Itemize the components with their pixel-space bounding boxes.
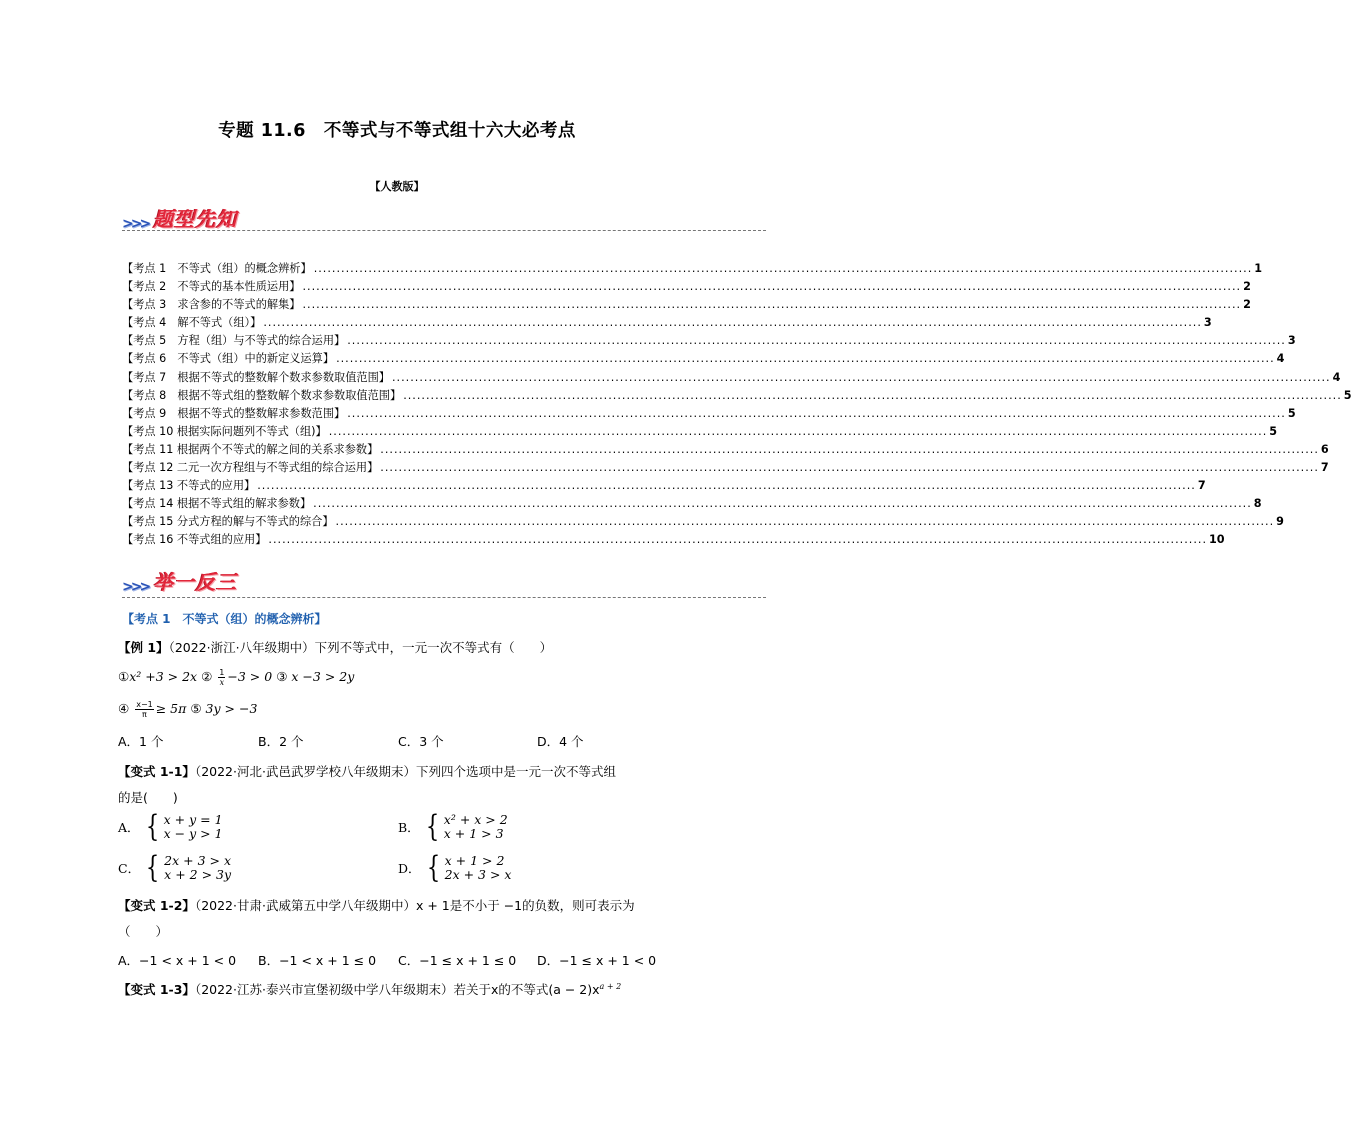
banner-practice (122, 563, 237, 595)
section-heading: 【考点 1 不等式（组）的概念辨析】 (122, 612, 327, 626)
option-b[interactable]: B．−1 < x + 1 ≤ 0 (258, 953, 377, 968)
toc-item[interactable]: 【考点 4 解不等式（组）】 .............................................................................................................................................................................................................. 3 (122, 316, 1212, 330)
variant-1-1-question: 【变式 1-1】（2022·河北·武邑武罗学校八年级期末）下列四个选项中是一元一次不等式组 (118, 764, 616, 779)
divider (122, 597, 766, 598)
fraction: $\frac{x-1}{\pi}$ (136, 700, 153, 719)
variant-1-2-question: 【变式 1-2】（2022·甘肃·武威第五中学八年级期中）x + 1是不小于 −1的负数，则可表示为 (118, 898, 635, 913)
example-1-items-row2: ④ $\frac{x-1}{\pi}$ ≥ 5π ⑤ 3y > −3 (118, 700, 258, 719)
fraction: $\frac{1}{x}$ (219, 668, 225, 687)
option-a[interactable]: A．1 个 (118, 734, 164, 749)
option-b[interactable]: B． { x² + x > 2 x + 1 > 3 (398, 809, 508, 844)
table-of-contents (122, 260, 1352, 550)
toc-item[interactable]: 【考点 15 分式方程的解与不等式的综合】 .............................................................................................................................................................................................................. 9 (122, 515, 1284, 529)
option-c[interactable]: C．−1 ≤ x + 1 ≤ 0 (398, 953, 517, 968)
toc-item[interactable]: 【考点 9 根据不等式的整数解求参数范围】 .............................................................................................................................................................................................................. 5 (122, 406, 1296, 420)
example-1-items-row1: ①x² +3 > 2x ② $\frac{1}{x}$ −3 > 0 ③ x −3 > 2y (118, 668, 355, 687)
toc-item[interactable]: 【考点 6 不等式（组）中的新定义运算】 .............................................................................................................................................................................................................. 4 (122, 352, 1285, 366)
banner-text: 举一反三 (153, 570, 238, 594)
option-d[interactable]: D．4 个 (537, 734, 584, 749)
variant-1-2-question-cont: （ ） (118, 924, 169, 939)
edition-label: 【人教版】 (369, 180, 425, 193)
option-d[interactable]: D． { x + 1 > 2 2x + 3 > x (398, 850, 512, 885)
toc-item[interactable]: 【考点 10 根据实际问题列不等式（组)】 .............................................................................................................................................................................................................. 5 (122, 424, 1278, 438)
toc-item[interactable]: 【考点 5 方程（组）与不等式的综合运用】 .............................................................................................................................................................................................................. 3 (122, 334, 1296, 348)
banner-text: 题型先知 (153, 207, 238, 231)
option-a[interactable]: A． { x + y = 1 x − y > 1 (118, 809, 223, 844)
option-b[interactable]: B．2 个 (258, 734, 304, 749)
toc-item[interactable]: 【考点 8 根据不等式组的整数解个数求参数取值范围】 .............................................................................................................................................................................................................. 5 (122, 388, 1352, 402)
banner-overview (122, 200, 237, 232)
toc-item[interactable]: 【考点 3 求含参的不等式的解集】 .............................................................................................................................................................................................................. 2 (122, 298, 1251, 312)
toc-item[interactable]: 【考点 1 不等式（组）的概念辨析】 .............................................................................................................................................................................................................. 1 (122, 262, 1263, 275)
variant-1-3-question: 【变式 1-3】（2022·江苏·泰兴市宣堡初级中学八年级期末）若关于x的不等式$(a - 2)x^{a + 2}$ (118, 981, 622, 997)
option-c[interactable]: C． { 2x + 3 > x x + 2 > 3y (118, 850, 232, 885)
toc-item[interactable]: 【考点 2 不等式的基本性质运用】 .............................................................................................................................................................................................................. 2 (122, 280, 1251, 294)
example-1-question: 【例 1】（2022·浙江·八年级期中）下列不等式中，一元一次不等式有（ ） (118, 640, 553, 655)
toc-item[interactable]: 【考点 7 根据不等式的整数解个数求参数取值范围】 .............................................................................................................................................................................................................. 4 (122, 370, 1341, 384)
divider (122, 230, 766, 231)
option-a[interactable]: A．−1 < x + 1 < 0 (118, 953, 237, 968)
option-d[interactable]: D．−1 ≤ x + 1 < 0 (537, 953, 657, 968)
variant-1-1-question-cont: 的是( ) (118, 790, 178, 805)
toc-item[interactable]: 【考点 13 不等式的应用】 .............................................................................................................................................................................................................. 7 (122, 479, 1206, 493)
option-c[interactable]: C．3 个 (398, 734, 444, 749)
banner-arrows-icon: >>> (122, 216, 149, 232)
toc-item[interactable]: 【考点 11 根据两个不等式的解之间的关系求参数】 .............................................................................................................................................................................................................. 6 (122, 442, 1329, 456)
toc-item[interactable]: 【考点 12 二元一次方程组与不等式组的综合运用】 .............................................................................................................................................................................................................. 7 (122, 461, 1329, 475)
page-title: 专题 11.6 不等式与不等式组十六大必考点 (218, 121, 576, 141)
toc-item[interactable]: 【考点 16 不等式组的应用】 .............................................................................................................................................................................................................. 10 (122, 533, 1225, 547)
banner-arrows-icon: >>> (122, 579, 149, 595)
toc-item[interactable]: 【考点 14 根据不等式组的解求参数】 .............................................................................................................................................................................................................. 8 (122, 497, 1262, 511)
